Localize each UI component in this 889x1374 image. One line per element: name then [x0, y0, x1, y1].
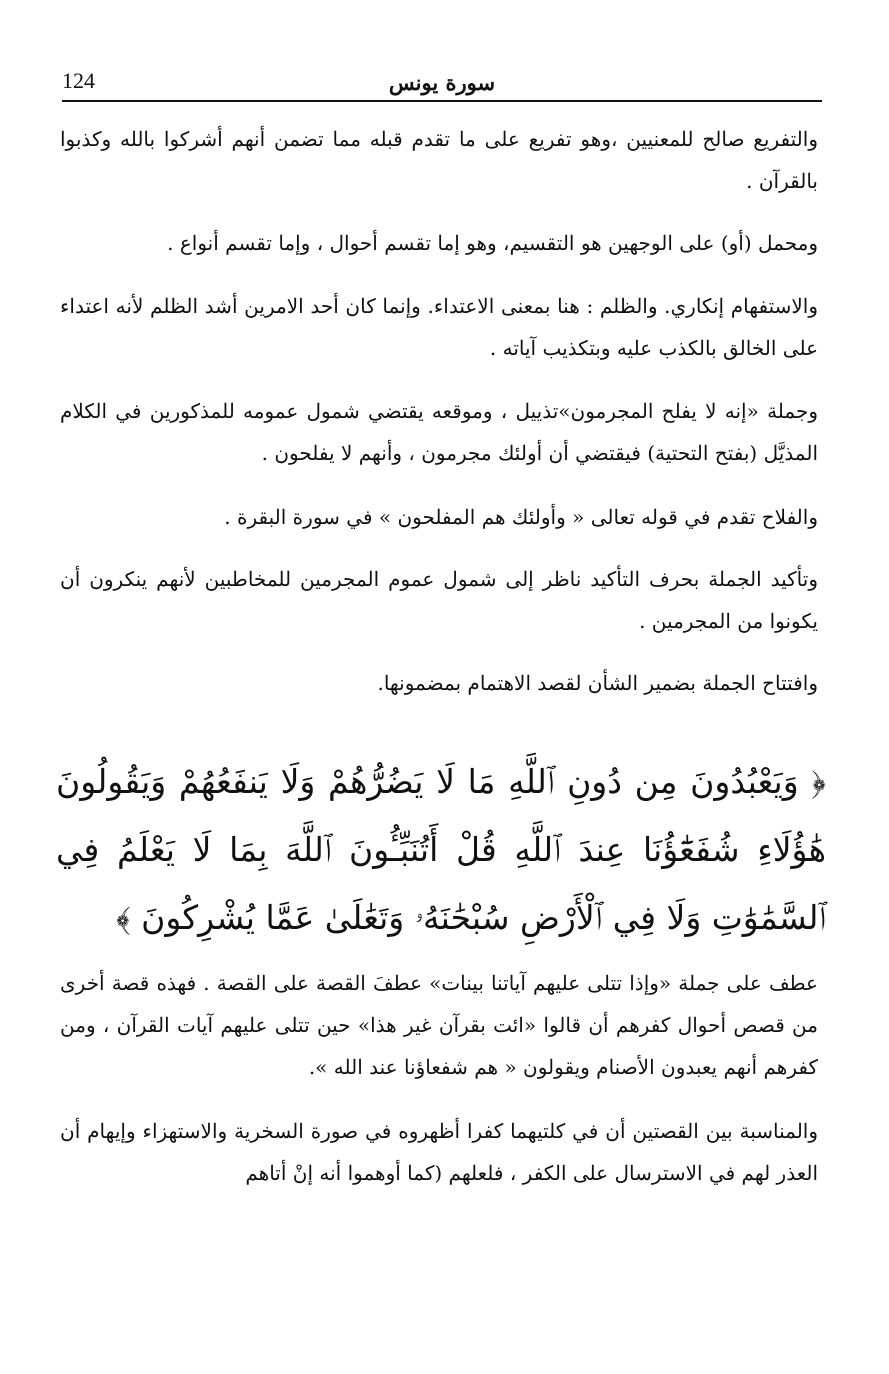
paragraph-atf: عطف على جملة «وإذا تتلى عليهم آياتنا بينات» عطفَ القصة على القصة . فهذه قصة أخرى من قصص أحوال كفرهم أن قالوا «ائت بقرآن غير هذا» حين تتلى عليهم آيات القرآن ، ومن كفرهم أنهم يعبدون الأصنام ويقولون « هم شفعاؤنا عند الله ». [60, 971, 818, 1079]
paragraph-falah: والفلاح تقدم في قوله تعالى « وأولئك هم المفلحون » في سورة البقرة . [224, 505, 818, 529]
surah-title: سورة يونس [388, 70, 496, 95]
paragraph-jumla: وجملة «إنه لا يفلح المجرمون»تذييل ، وموقعه يقتضي شمول عمومه للمذكورين في الكلام المذيَّل (بفتح التحتية) فيقتضي أن أولئك مجرمون ، وأنهم لا يفلحون . [60, 399, 818, 465]
paragraph-tafri: والتفريع صالح للمعنيين ،وهو تفريع على ما تقدم قبله مما تضمن أنهم أشركوا بالله وكذبوا بالقرآن . [60, 127, 818, 193]
paragraph-istifham: والاستفهام إنكاري. والظلم : هنا بمعنى الاعتداء. وإنما كان أحد الامرين أشد الظلم لأنه اعتداء على الخالق بالكذب عليه وبتكذيب آياته . [60, 294, 818, 360]
page-header [62, 66, 822, 102]
paragraph-takid: وتأكيد الجملة بحرف التأكيد ناظر إلى شمول عموم المجرمين للمخاطبين لأنهم ينكرون أن يكونوا من المجرمين . [60, 567, 818, 633]
paragraph-munasaba: والمناسبة بين القصتين أن في كلتيهما كفرا أظهروه في صورة السخرية والاستهزاء وإيهام أن العذر لهم في الاسترسال على الكفر ، فلعلهم (كما أوهموا أنه إنْ أتاهم [60, 1119, 818, 1185]
quran-verse: ﴿ وَيَعْبُدُونَ مِن دُونِ ٱللَّهِ مَا لَا يَضُرُّهُمْ وَلَا يَنفَعُهُمْ وَيَقُولُونَ هَٰؤُلَاءِ شُفَعَٰٓؤُنَا عِندَ ٱللَّهِ قُلْ أَتُنَبِّـُٔونَ ٱللَّهَ بِمَا لَا يَعْلَمُ فِي ٱلسَّمَٰوَٰتِ وَلَا فِي ٱلْأَرْضِ سُبْحَٰنَهُۥ وَتَعَٰلَىٰ عَمَّا يُشْرِكُونَ ﴾ [56, 762, 826, 937]
paragraph-iftitah: وافتتاح الجملة بضمير الشأن لقصد الاهتمام بمضمونها. [377, 671, 818, 695]
page-number: 124 [62, 68, 95, 93]
paragraph-mahmal: ومحمل (أو) على الوجهين هو التقسيم، وهو إما تقسم أحوال ، وإما تقسم أنواع . [167, 231, 818, 255]
